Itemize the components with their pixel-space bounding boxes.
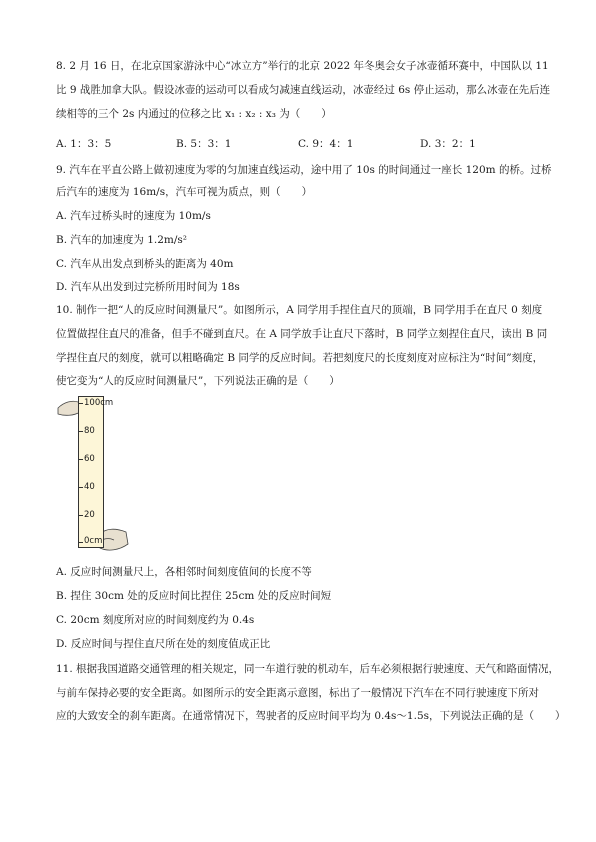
q9-option-a: A. 汽车过桥头时的速度为 10m/s	[56, 210, 211, 222]
q8-line-3: 续相等的三个 2s 内通过的位移之比 x₁ : x₂ : x₃ 为（ ）	[56, 108, 332, 120]
ruler-label-40: 40	[84, 482, 95, 492]
q10-line-4: 使它变为“人的反应时间测量尺”，下列说法正确的是（ ）	[56, 375, 340, 387]
q10-line-2: 位置做捏住直尺的准备，但手不碰到直尺。在 A 同学放手让直尺下落时，B 同学立刻捏住直尺，读出 B 同	[56, 328, 548, 340]
q9-option-d: D. 汽车从出发到过完桥所用时间为 18s	[56, 281, 240, 293]
q8-line-1: 8. 2 月 16 日，在北京国家游泳中心“冰立方”举行的北京 2022 年冬奥会女子冰壶循环赛中，中国队以 11	[56, 60, 549, 72]
ruler-label-20: 20	[84, 510, 95, 520]
q9-line-2: 后汽车的速度为 16m/s，汽车可视为质点，则（ ）	[56, 186, 313, 198]
ruler-label-0: 0cm	[84, 536, 103, 546]
q9-line-1: 9. 汽车在平直公路上做初速度为零的匀加速直线运动，途中用了 10s 的时间通过一座长 120m 的桥。过桥	[56, 164, 552, 176]
q10-line-3: 学捏住直尺的刻度，就可以粗略确定 B 同学的反应时间。若把刻度尺的长度刻度对应标注为“时间”刻度，	[56, 352, 544, 364]
q11-line-2: 与前车保持必要的安全距离。如图所示的安全距离示意图，标出了一般情况下汽车在不同行驶速度下所对	[56, 687, 539, 699]
q9-option-b: B. 汽车的加速度为 1.2m/s²	[56, 234, 188, 246]
q8-option-b: B. 5：3：1	[176, 138, 232, 150]
ruler-label-60: 60	[84, 454, 95, 464]
q10-line-1: 10. 制作一把“人的反应时间测量尺”。如图所示，A 同学用手捏住直尺的顶端，B 同学用手在直尺 0 刻度	[56, 304, 543, 316]
ruler-body	[78, 396, 114, 548]
q10-option-a: A. 反应时间测量尺上，各相邻时间刻度值间的长度不等	[56, 566, 312, 578]
ruler-label-80: 80	[84, 426, 95, 436]
ruler-label-100: 100cm	[84, 398, 114, 408]
q10-option-d: D. 反应时间与捏住直尺所在处的刻度值成正比	[56, 638, 271, 650]
q10-option-b: B. 捏住 30cm 处的反应时间比捏住 25cm 处的反应时间短	[56, 590, 332, 602]
ruler-figure	[56, 394, 130, 554]
q11-line-3: 应的大致安全的刹车距离。在通常情况下，驾驶者的反应时间平均为 0.4s～1.5s，下列说法正确的是（ ）	[56, 710, 566, 722]
q11-line-1: 11. 根据我国道路交通管理的相关规定，同一车道行驶的机动车，后车必须根据行驶速度、天气和路面情况，	[56, 663, 560, 675]
q8-line-2: 比 9 战胜加拿大队。假设冰壶的运动可以看成匀减速直线运动，冰壶经过 6s 停止运动，那么冰壶在先后连	[56, 84, 551, 96]
q8-option-d: D. 3：2：1	[420, 138, 476, 150]
q8-option-a: A. 1：3：5	[56, 138, 112, 150]
q8-option-c: C. 9：4：1	[298, 138, 354, 150]
q10-option-c: C. 20cm 刻度所对应的时间刻度约为 0.4s	[56, 614, 255, 626]
q9-option-c: C. 汽车从出发点到桥头的距离为 40m	[56, 258, 234, 270]
